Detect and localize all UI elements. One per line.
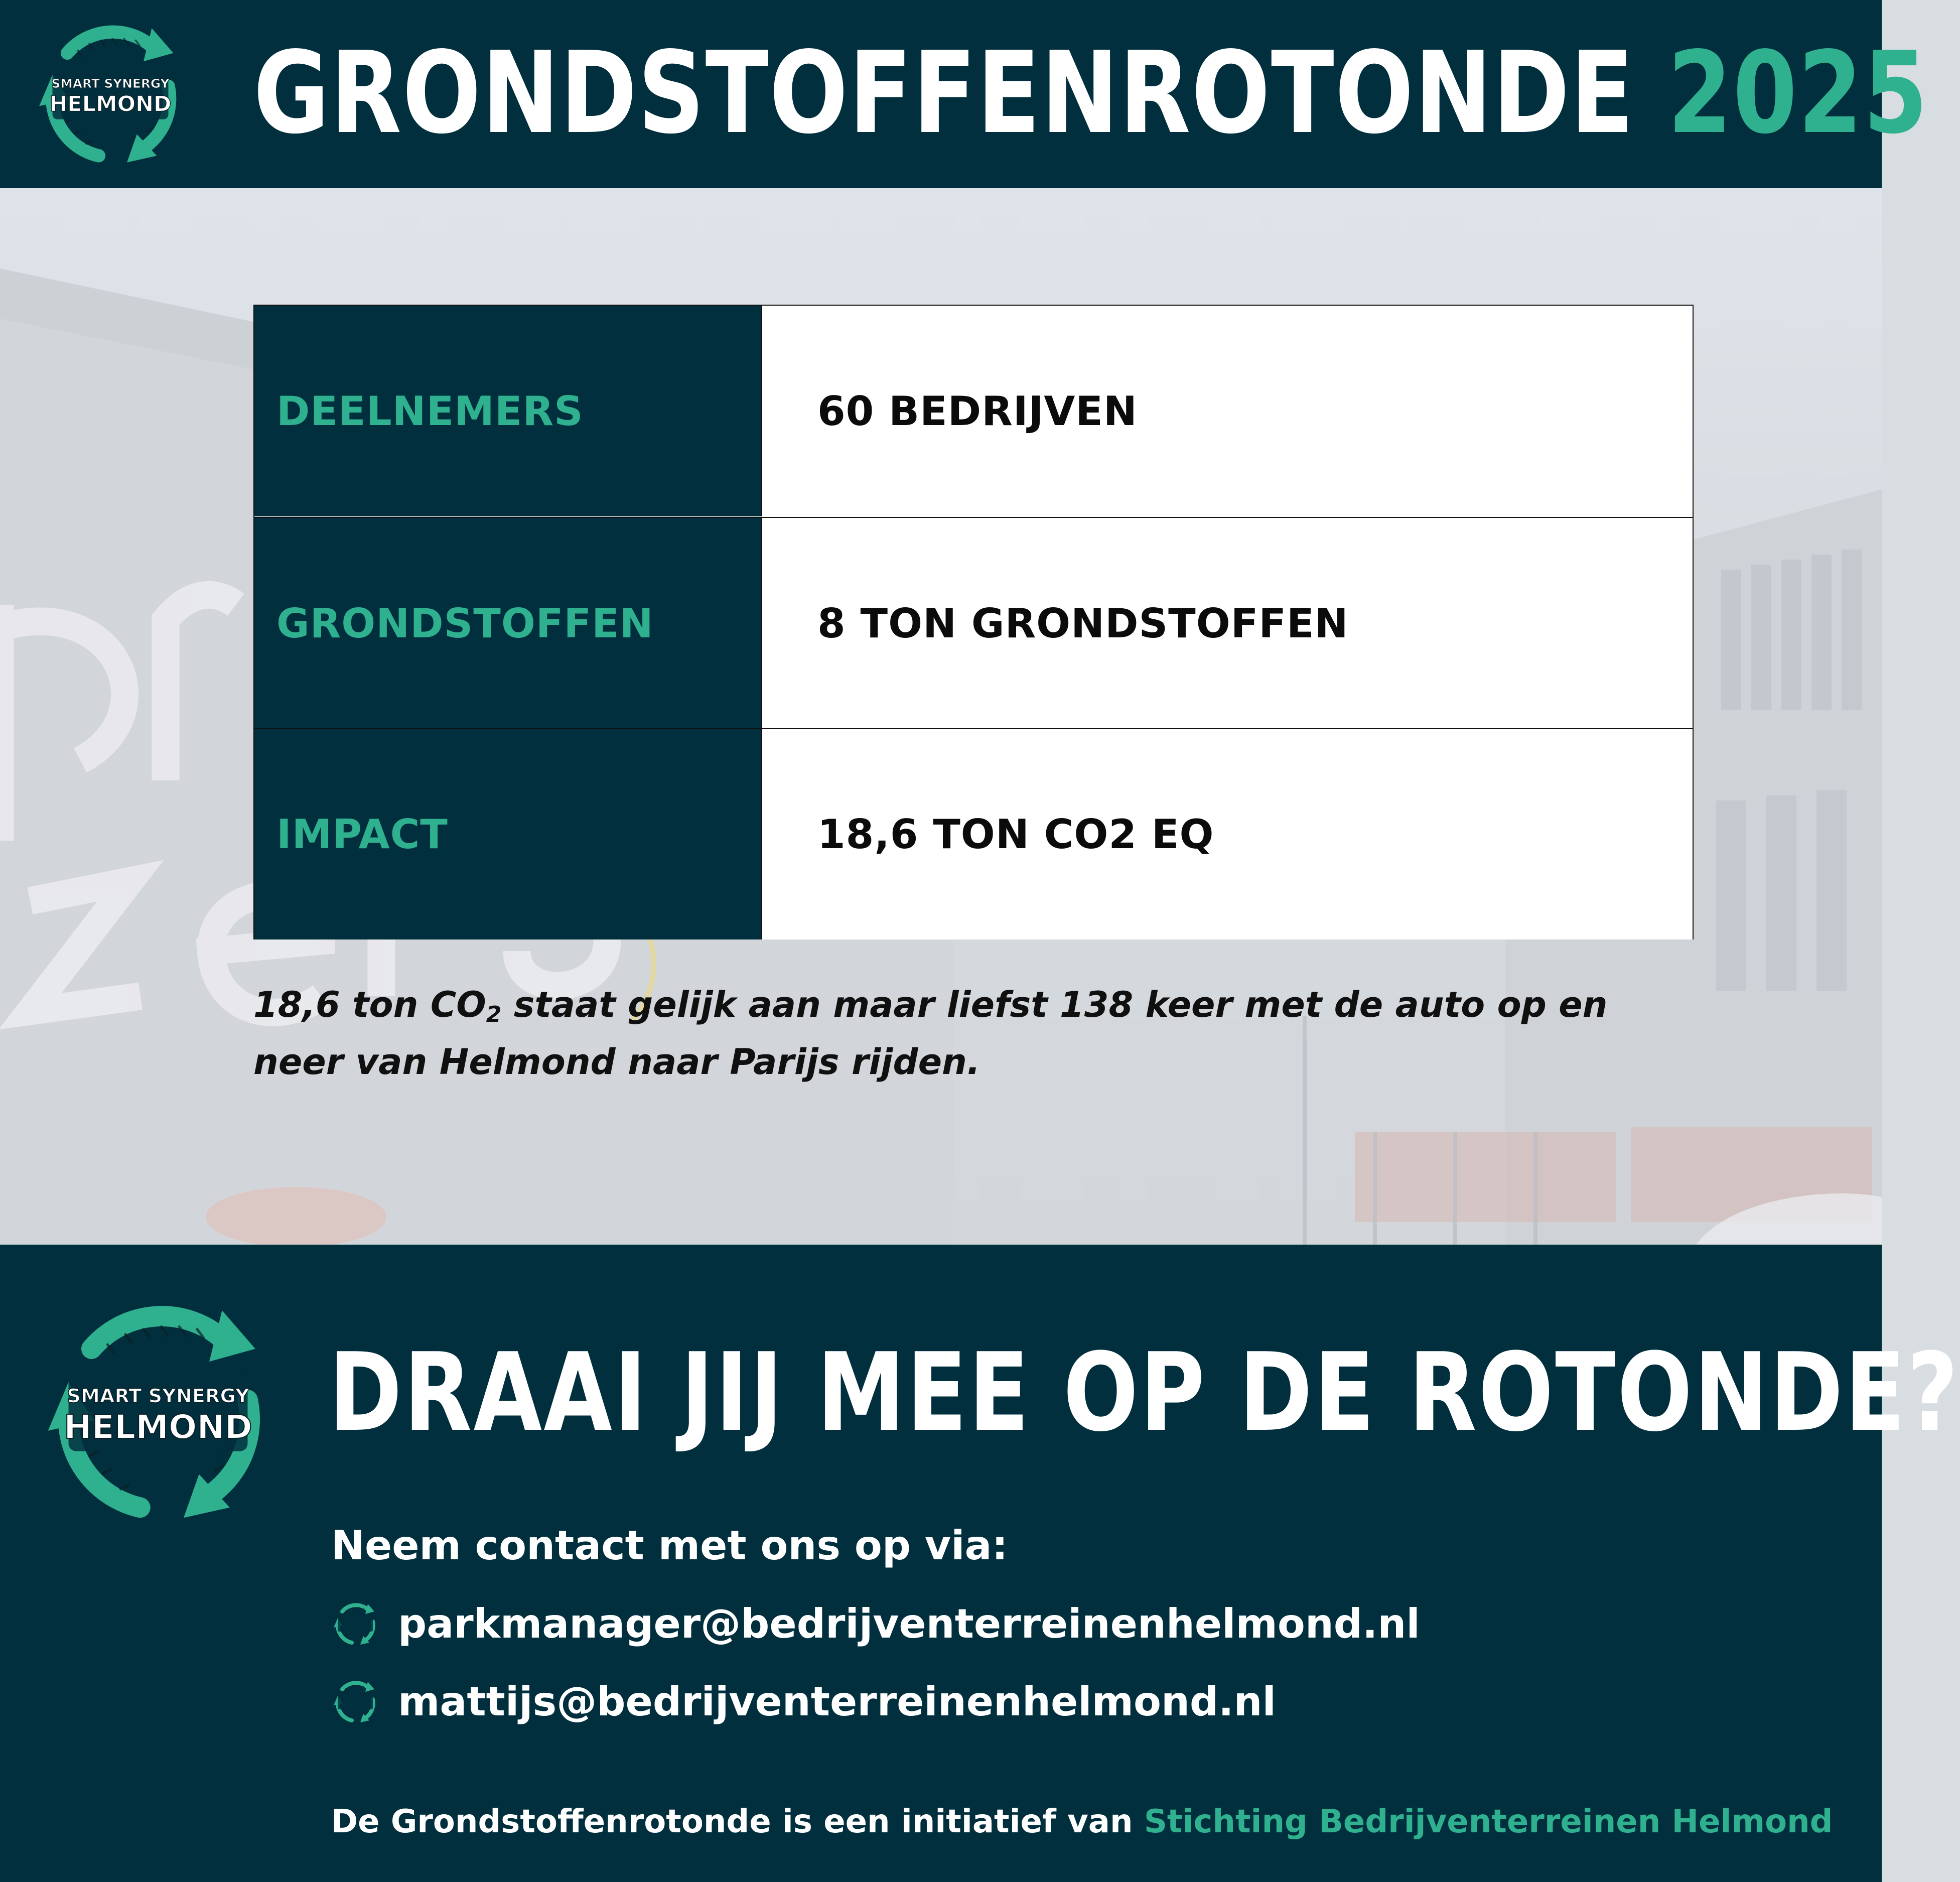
stats-label: IMPACT <box>254 729 762 939</box>
stats-value: 18,6 TON CO2 EQ <box>762 729 1693 939</box>
smart-synergy-logo <box>28 10 193 176</box>
contact-intro: Neem contact met ons op via: <box>331 1522 1008 1569</box>
logo-line1: SMART SYNERGY <box>67 1385 249 1408</box>
note-subscript: 2 <box>486 1002 502 1027</box>
stats-row-impact <box>254 728 1693 939</box>
stats-value: 8 TON GRONDSTOFFEN <box>762 518 1693 729</box>
credit-prefix: De Grondstoffenrotonde is een initiatief van <box>331 1803 1144 1840</box>
contact-email-row[interactable] <box>330 1596 1420 1651</box>
page-title <box>253 28 1928 159</box>
credit-organization: Stichting Bedrijventerreinen Helmond <box>1144 1803 1833 1840</box>
stats-label: DEELNEMERS <box>254 306 762 516</box>
cta-heading: DRAAI JIJ MEE OP DE ROTONDE? <box>329 1329 1960 1455</box>
email-link-parkmanager[interactable]: parkmanager@bedrijventerreinenhelmond.nl <box>398 1600 1420 1647</box>
contact-email-row[interactable] <box>330 1674 1276 1729</box>
logo-bullet-icon <box>330 1676 380 1726</box>
stats-value: 60 BEDRIJVEN <box>762 306 1693 516</box>
logo-line2: HELMOND <box>49 91 172 117</box>
logo-bullet-icon <box>330 1598 380 1649</box>
email-link-mattijs[interactable]: mattijs@bedrijventerreinenhelmond.nl <box>398 1678 1276 1725</box>
logo-line2: HELMOND <box>64 1407 252 1447</box>
note-text-end: staat gelijk aan maar liefst 138 keer met de auto op en neer van Helmond naar Parijs rijden. <box>253 984 1608 1083</box>
title-year: 2025 <box>1667 28 1929 159</box>
title-main: GRONDSTOFFENROTONDE <box>253 28 1635 159</box>
header-bar <box>0 0 1929 188</box>
footer-panel <box>0 1245 1960 1882</box>
initiative-credit <box>331 1797 1833 1847</box>
stats-row-participants <box>254 306 1693 516</box>
note-text-start: 18,6 ton CO <box>253 984 486 1025</box>
stats-table <box>253 305 1694 939</box>
smart-synergy-logo-large <box>30 1282 286 1538</box>
logo-line1: SMART SYNERGY <box>51 76 170 91</box>
co2-equivalence-note <box>253 979 1678 1089</box>
stats-row-materials <box>254 517 1693 729</box>
stats-label: GRONDSTOFFEN <box>254 518 762 729</box>
